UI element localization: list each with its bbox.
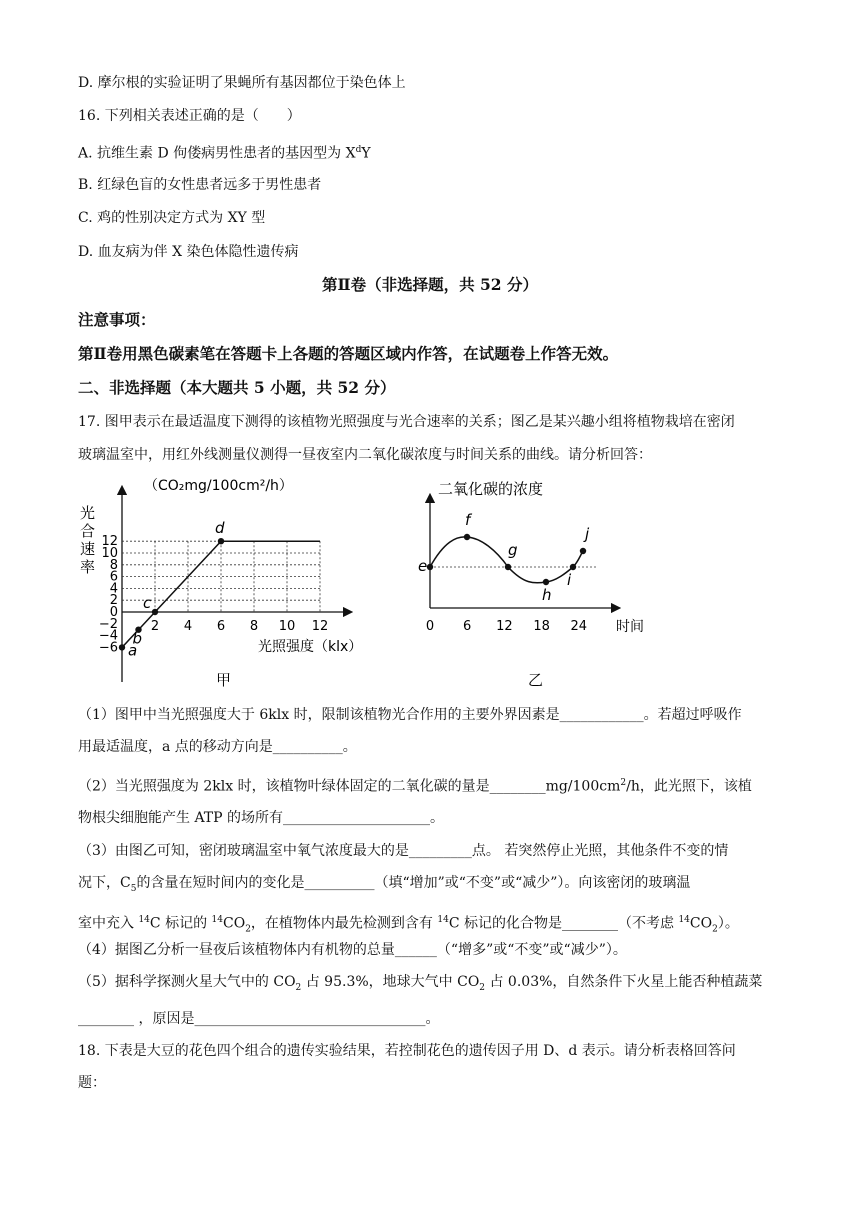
- yi-point-e: [427, 564, 433, 570]
- yi-xtick-label: 6: [463, 619, 472, 634]
- jia-point-label-c: c: [143, 594, 152, 612]
- jia-ytick-label: 12: [101, 534, 118, 550]
- yi-point-label-j: j: [585, 525, 590, 543]
- jia-ytick-label: 8: [109, 557, 118, 573]
- jia-ytick-label: −6: [98, 640, 118, 656]
- notice-body: 第Ⅱ卷用黑色碳素笔在答题卡上各题的答题区域内作答，在试题卷上作答无效。: [78, 344, 619, 363]
- yi-point-j: [580, 548, 586, 554]
- q16-option-a: A. 抗维生素 D 佝偻病男性患者的基因型为 $X^dY$: [78, 145, 371, 162]
- jia-point-label-d: d: [215, 519, 225, 538]
- q17-stem-line2: 玻璃温室中，用红外线测量仪测得一昼夜室内二氧化碳浓度与时间关系的曲线。请分析回答：: [78, 447, 652, 463]
- q16-option-c: C. 鸡的性别决定方式为 XY 型: [78, 210, 266, 226]
- jia-ytick-label: 2: [109, 593, 118, 609]
- yi-point-label-h: h: [542, 586, 552, 604]
- chart-yi: [418, 480, 644, 689]
- q15-option-d: D. 摩尔根的实验证明了果蝇所有基因都位于染色体上: [78, 75, 406, 91]
- svg-text:合: 合: [80, 522, 96, 540]
- jia-xtick-label: 6: [216, 619, 226, 634]
- jia-xtick-label: 10: [278, 619, 296, 634]
- q17-part1: （1）图甲中当光照强度大于 6klx 时，限制该植物光合作用的主要外界因素是____________。若超过呼吸作 用最适温度，a 点的移动方向是__________。: [78, 707, 742, 755]
- section-title: 第Ⅱ卷（非选择题，共 52 分）: [322, 275, 538, 294]
- yi-point-label-g: g: [508, 541, 518, 559]
- jia-xtick-label: 12: [311, 619, 329, 634]
- jia-unit-label: （CO₂mg/100cm²/h）: [144, 478, 293, 494]
- jia-xtick-label: 4: [183, 619, 193, 634]
- jia-ylabel: [80, 504, 95, 576]
- yi-point-f: [464, 534, 470, 540]
- jia-ytick-label: 6: [109, 569, 118, 585]
- jia-ytick-label: 4: [109, 581, 118, 597]
- yi-point-label-i: i: [567, 571, 572, 589]
- yi-xtick-label: 18: [533, 619, 550, 634]
- q17-part3: （3）由图乙可知，密闭玻璃温室中氧气浓度最大的是_________点。 若突然停止光照，其他条件不变的情 况下，$C_5$的含量在短时间内的变化是__________（填“增加”或“不变”或“减少”）。向该密闭的玻璃温 室中充入 $^{14}$C 标记的 $^{14}CO_2$，在植物体内最先检测到含有 $^{14}$C 标记的化合物是________（不考虑 $^{14}CO_2$）。: [78, 843, 739, 935]
- q16-option-d: D. 血友病为伴 X 染色体隐性遗传病: [78, 244, 299, 260]
- jia-point-a: [119, 644, 125, 650]
- yi-xlabel: 时间: [616, 619, 644, 635]
- notice-title: 注意事项：: [78, 310, 156, 329]
- jia-point-c: [152, 609, 158, 615]
- svg-text:速: 速: [80, 540, 96, 558]
- jia-point-label-b: b: [132, 629, 143, 648]
- svg-text:光: 光: [80, 504, 96, 522]
- q18-stem: 18. 下表是大豆的花色四个组合的遗传实验结果，若控制花色的遗传因子用 D、d 表示。请分析表格回答问 题：: [78, 1043, 736, 1091]
- q17-stem-line1: 17. 图甲表示在最适温度下测得的该植物光照强度与光合速率的关系；图乙是某兴趣小组将植物栽培在密闭: [78, 414, 735, 430]
- jia-ytick-label: −2: [98, 616, 118, 632]
- yi-xtick-label: 24: [570, 619, 588, 634]
- jia-ytick-label: 0: [109, 605, 118, 620]
- part-title: 二、非选择题（本大题共 5 小题，共 52 分）: [78, 378, 396, 397]
- q17-part2: （2）当光照强度为 2klx 时，该植物叶绿体固定的二氧化碳的量是$\_\_\_\_\_\_\_\_mg/100cm^2/h$，此光照下，该植 物根尖细胞能产生 ATP 的场所有_____________________。: [78, 778, 752, 827]
- q17-figures: [76, 470, 644, 695]
- yi-point-g: [505, 564, 511, 570]
- yi-xtick-label: 0: [425, 619, 435, 634]
- yi-caption: 乙: [528, 671, 544, 689]
- jia-xlabel: 光照强度（klx）: [258, 639, 363, 655]
- yi-xtick-label: 12: [496, 619, 513, 634]
- jia-caption: 甲: [216, 671, 232, 689]
- yi-point-label-f: f: [465, 511, 471, 529]
- q16-option-b: B. 红绿色盲的女性患者远多于男性患者: [78, 177, 322, 193]
- jia-point-d: [218, 538, 224, 544]
- jia-ytick-label: −4: [98, 628, 118, 644]
- jia-ytick-label: 10: [101, 546, 118, 561]
- yi-ylabel: 二氧化碳的浓度: [438, 480, 544, 498]
- jia-xtick-label: 8: [249, 619, 259, 634]
- yi-point-label-e: e: [418, 557, 428, 575]
- jia-point-label-a: a: [128, 641, 138, 660]
- q17-part4: （4）据图乙分析一昼夜后该植物体内有机物的总量______（“增多”或“不变”或“减少”）。: [78, 942, 627, 958]
- jia-xtick-label: 2: [150, 619, 160, 634]
- yi-point-h: [543, 579, 549, 585]
- chart-jia: [80, 478, 362, 689]
- yi-point-i: [570, 564, 576, 570]
- q16-stem: 16. 下列相关表述正确的是（ ）: [78, 108, 301, 124]
- svg-text:率: 率: [80, 558, 96, 576]
- q17-part5: （5）据科学探测火星大气中的 $CO_2$ 占 95.3%，地球大气中 $CO_2$ 占 0.03%，自然条件下火星上能否种植蔬菜 ________ ，原因是_________________________________。: [78, 974, 763, 1028]
- yi-curve: [430, 537, 583, 583]
